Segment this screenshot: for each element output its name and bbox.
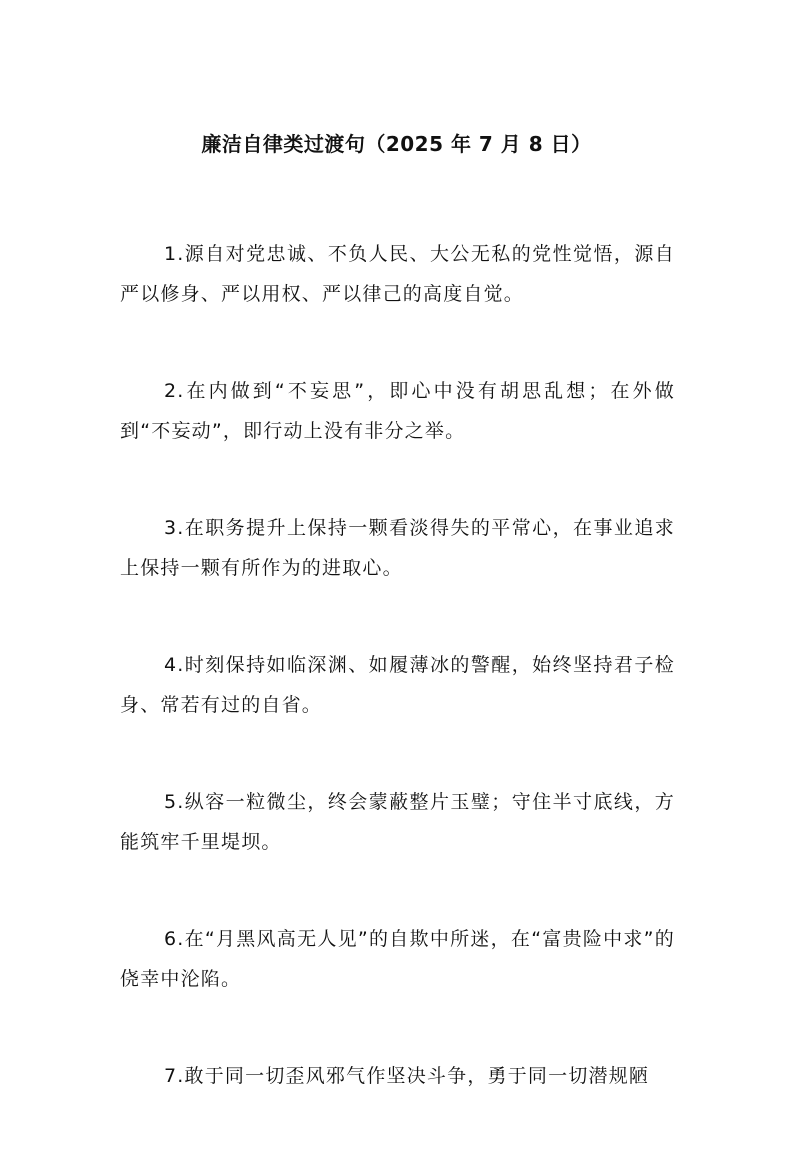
document-title: 廉洁自律类过渡句（2025 年 7 月 8 日） (201, 132, 592, 156)
document-body (120, 234, 675, 1153)
paragraph-1: 1.源自对党忠诚、不负人民、大公无私的党性觉悟，源自严以修身、严以用权、严以律己的高度自觉。 (120, 243, 675, 305)
paragraph-3: 3.在职务提升上保持一颗看淡得失的平常心，在事业追求上保持一颗有所作为的进取心。 (120, 517, 675, 579)
paragraph-5: 5.纵容一粒微尘，终会蒙蔽整片玉璧；守住半寸底线，方能筑牢千里堤坝。 (120, 791, 675, 853)
paragraph-4: 4.时刻保持如临深渊、如履薄冰的警醒，始终坚持君子检身、常若有过的自省。 (120, 654, 675, 716)
paragraph-6: 6.在“月黑风高无人见”的自欺中所迷，在“富贵险中求”的侥幸中沦陷。 (120, 928, 675, 990)
paragraph-2: 2.在内做到“不妄思”，即心中没有胡思乱想；在外做到“不妄动”，即行动上没有非分之举。 (120, 380, 675, 442)
paragraph-7: 7.敢于同一切歪风邪气作坚决斗争，勇于同一切潜规陋 (164, 1065, 650, 1087)
